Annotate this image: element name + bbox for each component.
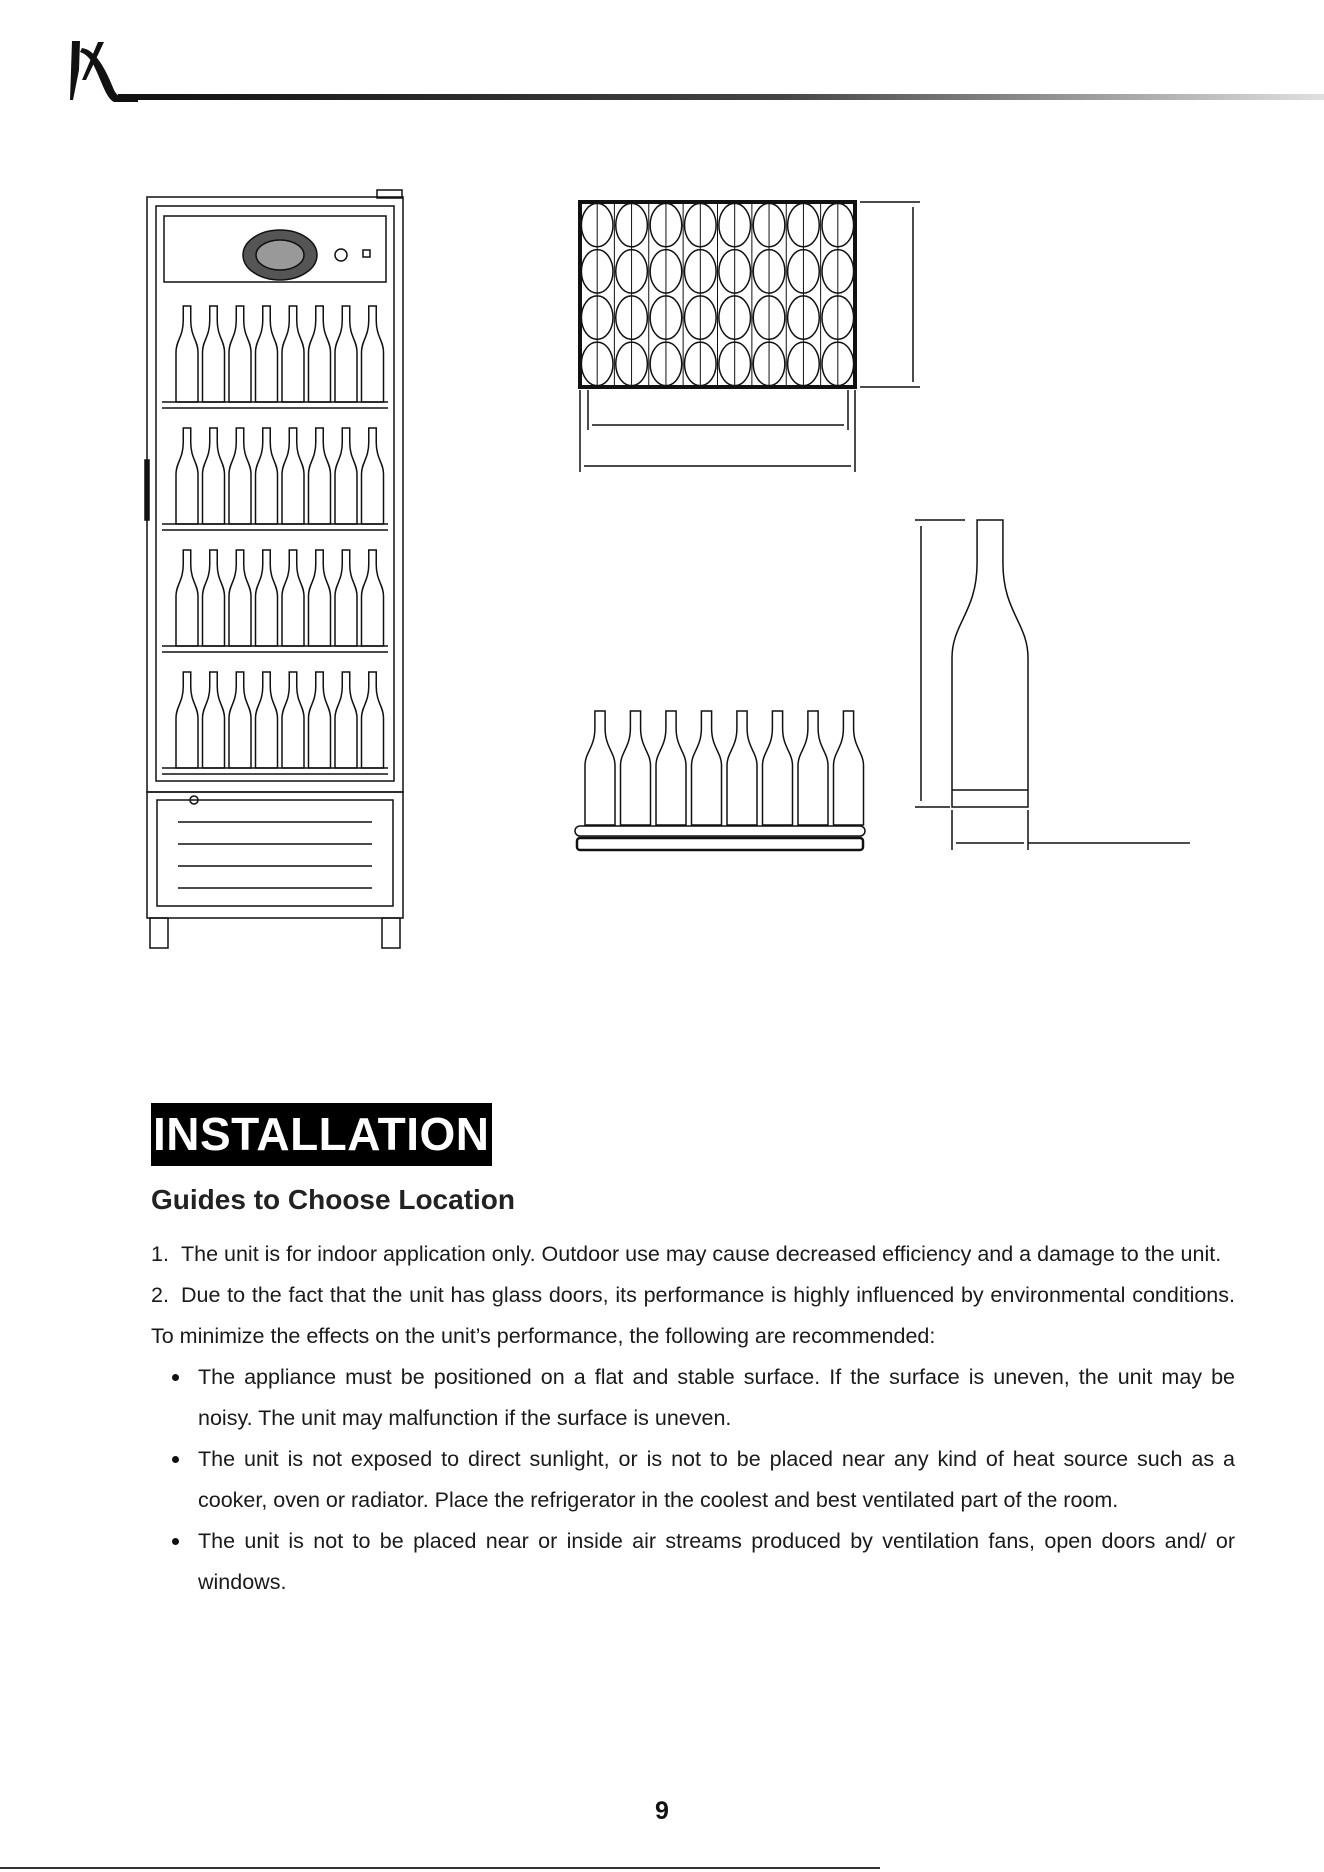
refrigerator-drawing [145,190,403,948]
paragraph-1 [151,1234,1235,1275]
fan-center [256,240,304,270]
paragraph-text: Due to the fact that the unit has glass doors, its performance is highly influenced by environmental conditions. To minimize the effects on the unit’s performance, the following are recommended: [151,1283,1235,1348]
fridge-bottle [176,672,198,768]
rack-bottle [692,711,722,825]
fridge-cabinet [147,197,403,792]
subsection-heading: Guides to Choose Location [151,1184,516,1215]
fridge-bottle [282,428,304,524]
fridge-bottle [309,428,331,524]
rack-base [577,838,863,850]
paragraph-number: 2. [151,1283,169,1307]
paragraph-2 [151,1275,1235,1357]
bullet-icon [172,1456,179,1463]
list-item-text: The unit is not to be placed near or inside air streams produced by ventilation fans, open doors and/ or windows. [198,1529,1235,1594]
fridge-bottle [282,672,304,768]
rack-tray [575,826,865,836]
fridge-bottle [362,428,384,524]
rack-bottle [763,711,793,825]
fridge-bottle [256,428,278,524]
footer-rule [0,1867,880,1869]
fridge-bottle [282,306,304,402]
fridge-bottle [229,672,251,768]
light-switch [363,250,370,257]
door-handle [145,460,149,520]
rack-bottle [621,711,651,825]
shelf-with-bottles-drawing [575,711,865,850]
rack-bottle [834,711,864,825]
fridge-bottle [203,306,225,402]
page-number: 9 [655,1797,669,1825]
fridge-bottle [335,672,357,768]
bullet-icon [172,1538,179,1545]
fridge-base-panel [157,800,393,906]
fridge-bottle [176,550,198,646]
fridge-bottle [256,550,278,646]
fridge-bottle [176,306,198,402]
rack-bottle [727,711,757,825]
paragraph-number: 1. [151,1242,169,1266]
fridge-base [147,792,403,918]
fridge-bottle [309,306,331,402]
fridge-bottle [203,672,225,768]
single-bottle-dimension-drawing [915,520,1190,850]
list-item [151,1521,1235,1603]
fridge-bottle [203,428,225,524]
fridge-bottle [203,550,225,646]
fridge-bottle [335,550,357,646]
fridge-bottle [335,428,357,524]
recommendation-list [151,1357,1235,1603]
fridge-bottle [309,550,331,646]
list-item [151,1439,1235,1521]
rack-bottle [798,711,828,825]
fridge-bottle [176,428,198,524]
paragraph-text: The unit is for indoor application only. Outdoor use may cause decreased efficiency and a damage to the unit. [181,1242,1222,1266]
bottle-crate-drawing [580,202,920,472]
tall-bottle [952,520,1028,807]
fridge-bottle [362,672,384,768]
bullet-icon [172,1374,179,1381]
fridge-bottle [256,672,278,768]
fridge-bottle [229,306,251,402]
rack-bottle [656,711,686,825]
fridge-bottle [282,550,304,646]
fridge-bottle [229,550,251,646]
rack-bottle [585,711,615,825]
fridge-bottle [362,306,384,402]
thermostat-knob [335,249,347,261]
caster-wheel [382,918,400,948]
fridge-bottle [309,672,331,768]
list-item [151,1357,1235,1439]
fridge-bottle [229,428,251,524]
list-item-text: The unit is not exposed to direct sunlight, or is not to be placed near any kind of heat source such as a cooker, oven or radiator. Place the refrigerator in the coolest and best ventilated part of the room. [198,1447,1235,1512]
section-heading: INSTALLATION [151,1103,492,1166]
list-item-text: The appliance must be positioned on a flat and stable surface. If the surface is uneven, the unit may be noisy. The unit may malfunction if the surface is uneven. [198,1365,1235,1430]
instructions [151,1234,1235,1603]
fridge-bottle [362,550,384,646]
caster-wheel [150,918,168,948]
fridge-bottle [256,306,278,402]
fridge-bottle [335,306,357,402]
